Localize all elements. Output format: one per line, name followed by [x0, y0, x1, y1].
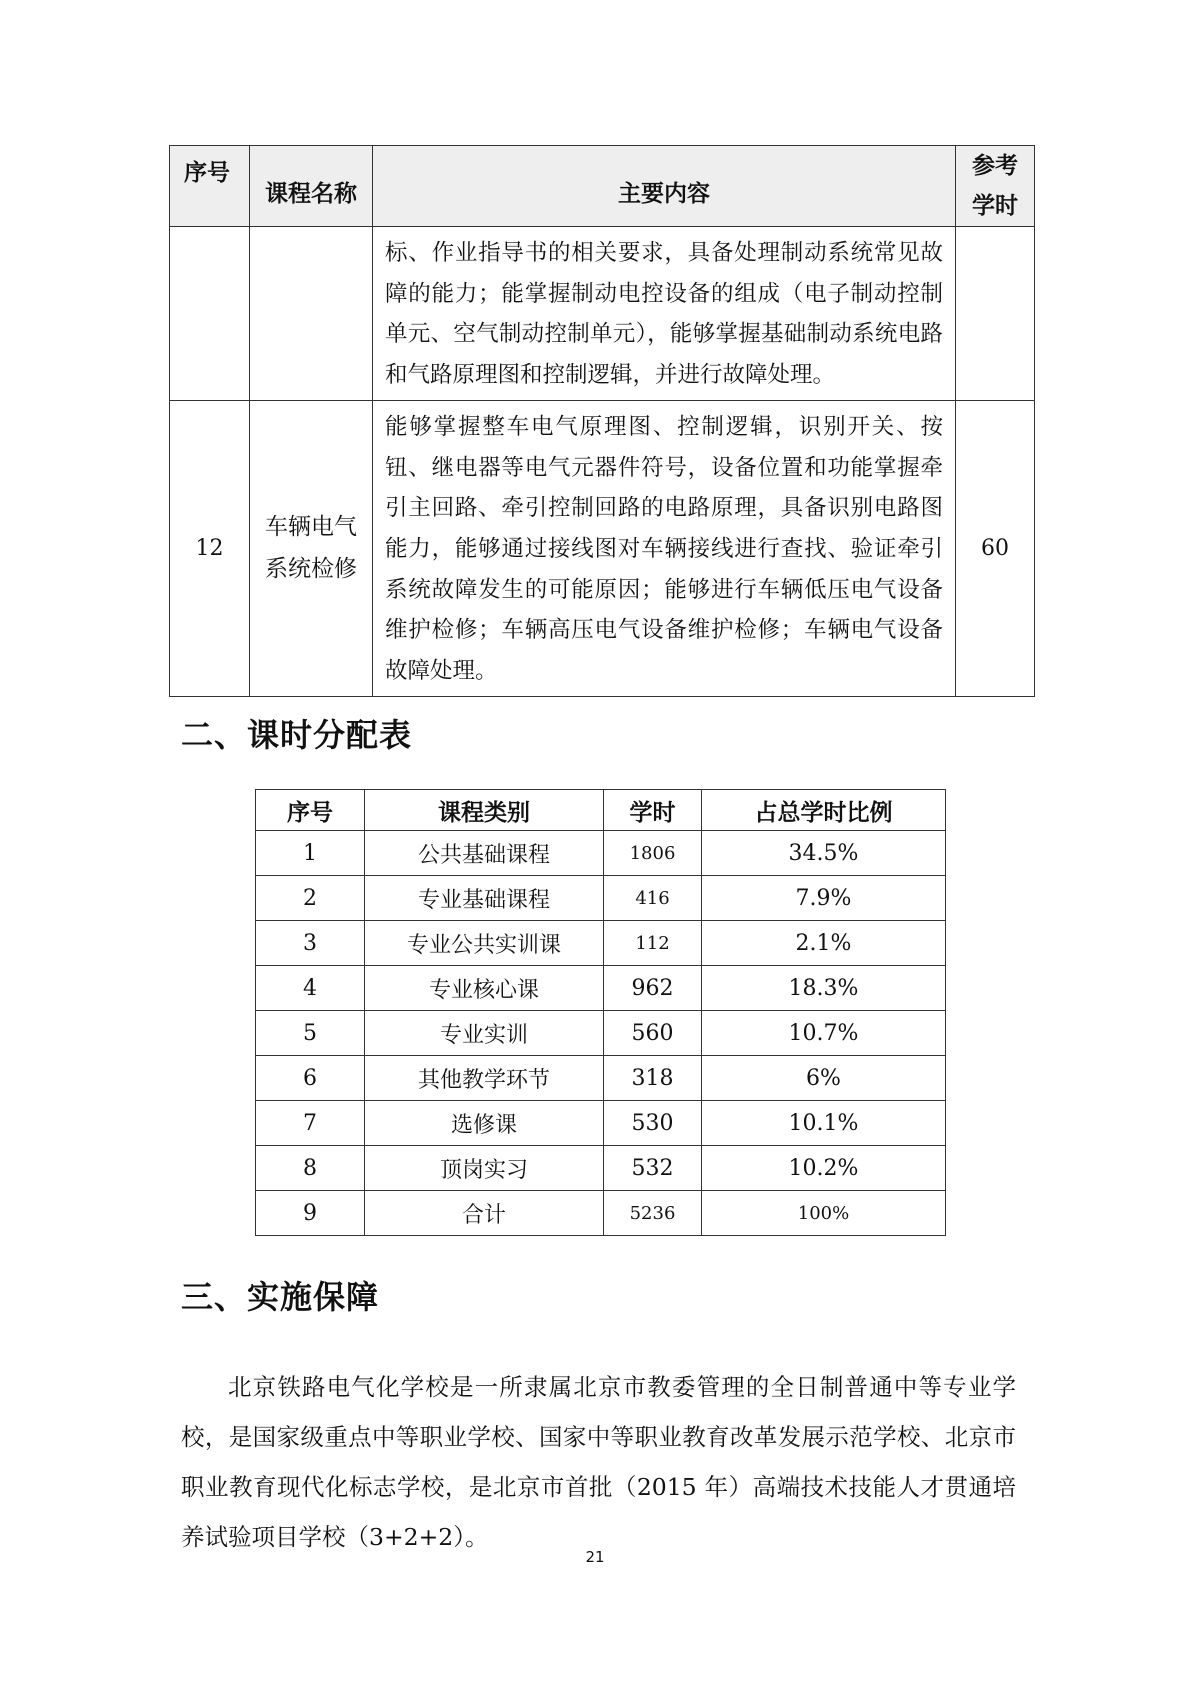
alloc-hours: 962 [604, 966, 702, 1011]
header-seq: 序号 [170, 146, 250, 227]
header-reference-hours [956, 146, 1035, 227]
alloc-seq: 9 [256, 1191, 365, 1236]
course-table-row [170, 400, 1035, 696]
alloc-row [256, 1146, 946, 1191]
alloc-ratio: 10.7% [702, 1011, 946, 1056]
header-main-content: 主要内容 [373, 146, 956, 227]
course-content: 标、作业指导书的相关要求，具备处理制动系统常见故障的能力；能掌握制动电控设备的组成（电子制动控制单元、空气制动控制单元），能够掌握基础制动系统电路和气路原理图和控制逻辑，并进行故障处理。 [373, 227, 956, 401]
hours-allocation-table [255, 789, 946, 1236]
alloc-header-ratio: 占总学时比例 [702, 790, 946, 831]
alloc-hours: 416 [604, 876, 702, 921]
alloc-hours: 560 [604, 1011, 702, 1056]
alloc-seq: 4 [256, 966, 365, 1011]
header-course-name: 课程名称 [250, 146, 373, 227]
alloc-category: 公共基础课程 [365, 831, 604, 876]
section-heading-hours-allocation: 二、课时分配表 [181, 716, 413, 754]
alloc-seq: 1 [256, 831, 365, 876]
alloc-hours: 112 [604, 921, 702, 966]
course-name [250, 400, 373, 696]
alloc-seq: 6 [256, 1056, 365, 1101]
alloc-ratio: 100% [702, 1191, 946, 1236]
alloc-ratio: 10.1% [702, 1101, 946, 1146]
alloc-hours: 5236 [604, 1191, 702, 1236]
course-seq [170, 227, 250, 401]
section-heading-implementation: 三、实施保障 [181, 1278, 380, 1316]
page-number: 21 [585, 1548, 605, 1566]
alloc-ratio: 18.3% [702, 966, 946, 1011]
course-hours: 60 [956, 400, 1035, 696]
alloc-seq: 5 [256, 1011, 365, 1056]
header-hours-line2: 学时 [972, 193, 1018, 219]
alloc-category: 其他教学环节 [365, 1056, 604, 1101]
alloc-ratio: 10.2% [702, 1146, 946, 1191]
alloc-header-category: 课程类别 [365, 790, 604, 831]
alloc-category: 专业实训 [365, 1011, 604, 1056]
alloc-category: 专业核心课 [365, 966, 604, 1011]
implementation-paragraph: 北京铁路电气化学校是一所隶属北京市教委管理的全日制普通中等专业学校，是国家级重点中等职业学校、国家中等职业教育改革发展示范学校、北京市职业教育现代化标志学校，是北京市首批（2015 年）高端技术技能人才贯通培养试验项目学校（3+2+2）。 [181, 1373, 1016, 1551]
alloc-seq: 3 [256, 921, 365, 966]
alloc-row [256, 1191, 946, 1236]
alloc-ratio: 6% [702, 1056, 946, 1101]
alloc-category: 顶岗实习 [365, 1146, 604, 1191]
alloc-header-hours: 学时 [604, 790, 702, 831]
alloc-seq: 7 [256, 1101, 365, 1146]
alloc-row [256, 921, 946, 966]
alloc-row [256, 1101, 946, 1146]
alloc-ratio: 34.5% [702, 831, 946, 876]
alloc-category: 专业公共实训课 [365, 921, 604, 966]
alloc-row [256, 966, 946, 1011]
alloc-category: 选修课 [365, 1101, 604, 1146]
alloc-row [256, 876, 946, 921]
alloc-ratio: 2.1% [702, 921, 946, 966]
alloc-hours: 1806 [604, 831, 702, 876]
alloc-row [256, 1056, 946, 1101]
alloc-seq: 2 [256, 876, 365, 921]
alloc-hours: 318 [604, 1056, 702, 1101]
alloc-seq: 8 [256, 1146, 365, 1191]
alloc-hours: 530 [604, 1101, 702, 1146]
alloc-category: 合计 [365, 1191, 604, 1236]
alloc-header-row [256, 790, 946, 831]
course-name-line2: 系统检修 [265, 556, 357, 583]
course-hours [956, 227, 1035, 401]
course-content-table [169, 145, 1035, 697]
course-content: 能够掌握整车电气原理图、控制逻辑，识别开关、按钮、继电器等电气元器件符号，设备位置和功能掌握牵引主回路、牵引控制回路的电路原理，具备识别电路图能力，能够通过接线图对车辆接线进行查找、验证牵引系统故障发生的可能原因；能够进行车辆低压电气设备维护检修；车辆高压电气设备维护检修；车辆电气设备故障处理。 [373, 400, 956, 696]
course-seq: 12 [170, 400, 250, 696]
alloc-header-seq: 序号 [256, 790, 365, 831]
course-table-header-row [170, 146, 1035, 227]
alloc-ratio: 7.9% [702, 876, 946, 921]
header-hours-line1: 参考 [972, 153, 1018, 179]
alloc-hours: 532 [604, 1146, 702, 1191]
course-table-row [170, 227, 1035, 401]
course-name [250, 227, 373, 401]
alloc-row [256, 831, 946, 876]
course-name-line1: 车辆电气 [265, 514, 357, 541]
alloc-category: 专业基础课程 [365, 876, 604, 921]
alloc-row [256, 1011, 946, 1056]
